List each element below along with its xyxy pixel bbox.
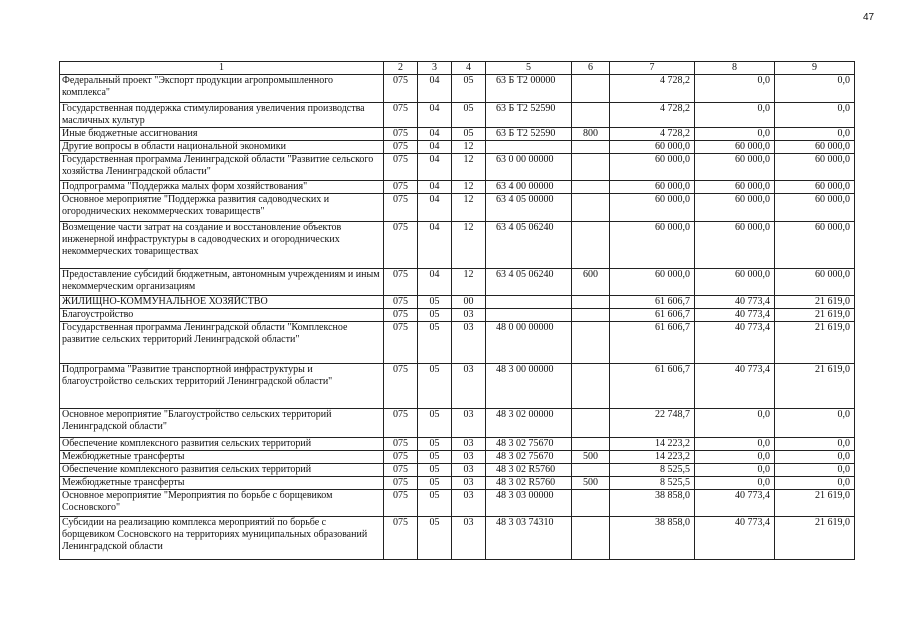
- column-header: 2: [384, 62, 418, 75]
- table-cell: 63 Б Т2 52590: [486, 103, 572, 128]
- row-name-cell: Возмещение части затрат на создание и восстановление объектов инженерной инфраструктуры в садоводческих и огороднических некоммерческих товариществах: [60, 222, 384, 269]
- table-cell: 0,0: [695, 464, 775, 477]
- table-cell: 60 000,0: [610, 269, 695, 296]
- column-header: 1: [60, 62, 384, 75]
- table-cell: 60 000,0: [775, 194, 855, 222]
- table-cell: 075: [384, 322, 418, 364]
- column-header: 3: [418, 62, 452, 75]
- table-cell: 04: [418, 154, 452, 181]
- row-name-cell: Государственная поддержка стимулирования увеличения производства масличных культур: [60, 103, 384, 128]
- table-cell: 800: [572, 128, 610, 141]
- column-header: 5: [486, 62, 572, 75]
- table-cell: 63 4 05 00000: [486, 194, 572, 222]
- table-cell: 60 000,0: [695, 154, 775, 181]
- table-cell: 48 3 02 75670: [486, 438, 572, 451]
- table-cell: [486, 309, 572, 322]
- table-cell: 61 606,7: [610, 296, 695, 309]
- table-cell: 14 223,2: [610, 451, 695, 464]
- table-cell: 075: [384, 128, 418, 141]
- table-cell: 0,0: [775, 128, 855, 141]
- table-cell: 8 525,5: [610, 464, 695, 477]
- table-cell: 0,0: [775, 451, 855, 464]
- table-cell: 05: [418, 438, 452, 451]
- table-row: [60, 490, 855, 517]
- table-cell: 05: [418, 490, 452, 517]
- table-cell: 00: [452, 296, 486, 309]
- table-cell: 63 4 00 00000: [486, 181, 572, 194]
- row-name-cell: Государственная программа Ленинградской области "Развитие сельского хозяйства Ленинградской области": [60, 154, 384, 181]
- table-cell: 60 000,0: [610, 181, 695, 194]
- table-cell: 60 000,0: [610, 141, 695, 154]
- table-cell: 8 525,5: [610, 477, 695, 490]
- row-name-cell: Предоставление субсидий бюджетным, автономным учреждениям и иным некоммерческим организациям: [60, 269, 384, 296]
- table-cell: 60 000,0: [695, 181, 775, 194]
- table-row: [60, 222, 855, 269]
- table-cell: [572, 296, 610, 309]
- table-cell: 63 4 05 06240: [486, 269, 572, 296]
- table-cell: 03: [452, 451, 486, 464]
- table-cell: 0,0: [695, 438, 775, 451]
- table-cell: 4 728,2: [610, 75, 695, 103]
- row-name-cell: Обеспечение комплексного развития сельских территорий: [60, 464, 384, 477]
- table-row: [60, 517, 855, 560]
- table-cell: 12: [452, 269, 486, 296]
- page-number: 47: [863, 12, 875, 23]
- table-cell: 0,0: [695, 128, 775, 141]
- table-cell: 40 773,4: [695, 322, 775, 364]
- table-cell: 48 0 00 00000: [486, 322, 572, 364]
- table-cell: 04: [418, 128, 452, 141]
- row-name-cell: Основное мероприятие "Благоустройство сельских территорий Ленинградской области": [60, 409, 384, 438]
- table-cell: 63 Б Т2 52590: [486, 128, 572, 141]
- table-row: [60, 154, 855, 181]
- table-cell: 075: [384, 438, 418, 451]
- row-name-cell: Межбюджетные трансферты: [60, 477, 384, 490]
- table-cell: 4 728,2: [610, 103, 695, 128]
- table-cell: 03: [452, 322, 486, 364]
- table-cell: 05: [418, 477, 452, 490]
- table-cell: 40 773,4: [695, 490, 775, 517]
- table-cell: 05: [418, 517, 452, 560]
- table-cell: 05: [418, 296, 452, 309]
- row-name-cell: ЖИЛИЩНО-КОММУНАЛЬНОЕ ХОЗЯЙСТВО: [60, 296, 384, 309]
- table-cell: 48 3 02 R5760: [486, 464, 572, 477]
- table-cell: 075: [384, 490, 418, 517]
- table-cell: 05: [418, 322, 452, 364]
- row-name-cell: Основное мероприятие "Поддержка развития садоводческих и огороднических некоммерческих товариществ": [60, 194, 384, 222]
- table-cell: 075: [384, 269, 418, 296]
- table-cell: 03: [452, 438, 486, 451]
- row-name-cell: Иные бюджетные ассигнования: [60, 128, 384, 141]
- table-cell: 075: [384, 296, 418, 309]
- table-cell: 0,0: [775, 409, 855, 438]
- table-cell: 40 773,4: [695, 364, 775, 409]
- table-cell: 0,0: [695, 451, 775, 464]
- table-cell: 38 858,0: [610, 517, 695, 560]
- table-cell: 04: [418, 222, 452, 269]
- table-cell: 14 223,2: [610, 438, 695, 451]
- table-cell: 61 606,7: [610, 309, 695, 322]
- table-cell: [486, 141, 572, 154]
- table-cell: 0,0: [695, 477, 775, 490]
- table-cell: 03: [452, 464, 486, 477]
- table-cell: 075: [384, 364, 418, 409]
- table-cell: 03: [452, 409, 486, 438]
- table-cell: 60 000,0: [775, 222, 855, 269]
- table-cell: 61 606,7: [610, 322, 695, 364]
- table-cell: 48 3 02 00000: [486, 409, 572, 438]
- table-row: [60, 364, 855, 409]
- table-cell: 0,0: [695, 103, 775, 128]
- table-cell: 48 3 03 74310: [486, 517, 572, 560]
- table-row: [60, 269, 855, 296]
- table-cell: 12: [452, 181, 486, 194]
- column-header: 8: [695, 62, 775, 75]
- table-row: [60, 194, 855, 222]
- table-cell: 38 858,0: [610, 490, 695, 517]
- table-cell: 60 000,0: [695, 269, 775, 296]
- table-cell: 60 000,0: [775, 141, 855, 154]
- table-cell: [572, 154, 610, 181]
- table-cell: 0,0: [695, 75, 775, 103]
- table-cell: 600: [572, 269, 610, 296]
- table-cell: 03: [452, 517, 486, 560]
- table-row: [60, 438, 855, 451]
- table-cell: 60 000,0: [695, 222, 775, 269]
- row-name-cell: Основное мероприятие "Мероприятия по борьбе с борщевиком Сосновского": [60, 490, 384, 517]
- table-cell: [572, 490, 610, 517]
- table-cell: 21 619,0: [775, 517, 855, 560]
- table-cell: 500: [572, 451, 610, 464]
- table-cell: [572, 409, 610, 438]
- table-cell: 40 773,4: [695, 296, 775, 309]
- table-row: [60, 103, 855, 128]
- column-header: 6: [572, 62, 610, 75]
- table-cell: 48 3 02 75670: [486, 451, 572, 464]
- row-name-cell: Государственная программа Ленинградской области "Комплексное развитие сельских территорий Ленинградской области": [60, 322, 384, 364]
- table-cell: 60 000,0: [610, 194, 695, 222]
- table-row: [60, 477, 855, 490]
- table-cell: [572, 322, 610, 364]
- table-cell: 48 3 02 R5760: [486, 477, 572, 490]
- table-cell: [572, 464, 610, 477]
- table-cell: 03: [452, 364, 486, 409]
- table-cell: 12: [452, 222, 486, 269]
- table-cell: 40 773,4: [695, 517, 775, 560]
- table-cell: 075: [384, 451, 418, 464]
- table-cell: 4 728,2: [610, 128, 695, 141]
- table-cell: 075: [384, 222, 418, 269]
- table-cell: 03: [452, 309, 486, 322]
- table-cell: 075: [384, 154, 418, 181]
- table-cell: 21 619,0: [775, 490, 855, 517]
- table-row: [60, 322, 855, 364]
- row-name-cell: Подпрограмма "Поддержка малых форм хозяйствования": [60, 181, 384, 194]
- table-cell: 05: [452, 128, 486, 141]
- table-cell: 48 3 00 00000: [486, 364, 572, 409]
- table-cell: [572, 181, 610, 194]
- table-cell: 60 000,0: [610, 222, 695, 269]
- table-cell: 075: [384, 409, 418, 438]
- table-cell: 12: [452, 194, 486, 222]
- table-cell: 60 000,0: [695, 194, 775, 222]
- table-row: [60, 309, 855, 322]
- table-cell: 48 3 03 00000: [486, 490, 572, 517]
- table-cell: 21 619,0: [775, 296, 855, 309]
- table-cell: 21 619,0: [775, 309, 855, 322]
- table-cell: 0,0: [775, 75, 855, 103]
- table-cell: [572, 309, 610, 322]
- row-name-cell: Межбюджетные трансферты: [60, 451, 384, 464]
- table-row: [60, 464, 855, 477]
- table-cell: 03: [452, 477, 486, 490]
- table-row: [60, 75, 855, 103]
- table-cell: 60 000,0: [610, 154, 695, 181]
- table-cell: 05: [418, 451, 452, 464]
- table-cell: [572, 75, 610, 103]
- table-cell: 04: [418, 194, 452, 222]
- table-row: [60, 409, 855, 438]
- table-cell: 05: [418, 409, 452, 438]
- table-cell: 075: [384, 181, 418, 194]
- table-cell: 03: [452, 490, 486, 517]
- table-row: [60, 451, 855, 464]
- table-cell: 04: [418, 141, 452, 154]
- table-cell: [572, 141, 610, 154]
- table-cell: [572, 517, 610, 560]
- row-name-cell: Благоустройство: [60, 309, 384, 322]
- table-cell: 40 773,4: [695, 309, 775, 322]
- table-cell: [486, 296, 572, 309]
- table-cell: 12: [452, 141, 486, 154]
- table-cell: 0,0: [695, 409, 775, 438]
- table-row: [60, 296, 855, 309]
- table-cell: 05: [418, 464, 452, 477]
- table-cell: 63 Б Т2 00000: [486, 75, 572, 103]
- table-cell: 075: [384, 194, 418, 222]
- table-cell: 22 748,7: [610, 409, 695, 438]
- table-cell: 05: [452, 103, 486, 128]
- table-cell: 04: [418, 103, 452, 128]
- table-cell: 05: [418, 309, 452, 322]
- table-cell: 63 4 05 06240: [486, 222, 572, 269]
- table-row: [60, 128, 855, 141]
- row-name-cell: Другие вопросы в области национальной экономики: [60, 141, 384, 154]
- table-cell: 60 000,0: [695, 141, 775, 154]
- column-header: 9: [775, 62, 855, 75]
- table-cell: 075: [384, 103, 418, 128]
- table-cell: 04: [418, 269, 452, 296]
- table-cell: 21 619,0: [775, 364, 855, 409]
- table-cell: 12: [452, 154, 486, 181]
- column-header: 7: [610, 62, 695, 75]
- table-cell: 0,0: [775, 438, 855, 451]
- table-cell: 075: [384, 75, 418, 103]
- row-name-cell: Федеральный проект "Экспорт продукции агропромышленного комплекса": [60, 75, 384, 103]
- table-cell: 075: [384, 141, 418, 154]
- table-row: [60, 141, 855, 154]
- table-header-row: [60, 62, 855, 75]
- table-cell: [572, 103, 610, 128]
- table-row: [60, 181, 855, 194]
- table-cell: 0,0: [775, 103, 855, 128]
- table-cell: 0,0: [775, 464, 855, 477]
- table-cell: 60 000,0: [775, 181, 855, 194]
- table-cell: [572, 438, 610, 451]
- table-cell: 05: [452, 75, 486, 103]
- column-header: 4: [452, 62, 486, 75]
- table-cell: 04: [418, 75, 452, 103]
- table-cell: [572, 194, 610, 222]
- table-cell: 075: [384, 477, 418, 490]
- table-cell: 075: [384, 464, 418, 477]
- table-cell: [572, 364, 610, 409]
- table-cell: 61 606,7: [610, 364, 695, 409]
- table-cell: 500: [572, 477, 610, 490]
- row-name-cell: Обеспечение комплексного развития сельских территорий: [60, 438, 384, 451]
- row-name-cell: Подпрограмма "Развитие транспортной инфраструктуры и благоустройство сельских территорий Ленинградской области": [60, 364, 384, 409]
- budget-table: [59, 61, 855, 560]
- table-cell: 05: [418, 364, 452, 409]
- table-cell: 63 0 00 00000: [486, 154, 572, 181]
- table-cell: 075: [384, 517, 418, 560]
- table-cell: 21 619,0: [775, 322, 855, 364]
- table-cell: 075: [384, 309, 418, 322]
- table-cell: 60 000,0: [775, 269, 855, 296]
- table-cell: 04: [418, 181, 452, 194]
- table-cell: 60 000,0: [775, 154, 855, 181]
- table-cell: 0,0: [775, 477, 855, 490]
- row-name-cell: Субсидии на реализацию комплекса мероприятий по борьбе с борщевиком Сосновского на территориях муниципальных образований Ленинградской области: [60, 517, 384, 560]
- table-cell: [572, 222, 610, 269]
